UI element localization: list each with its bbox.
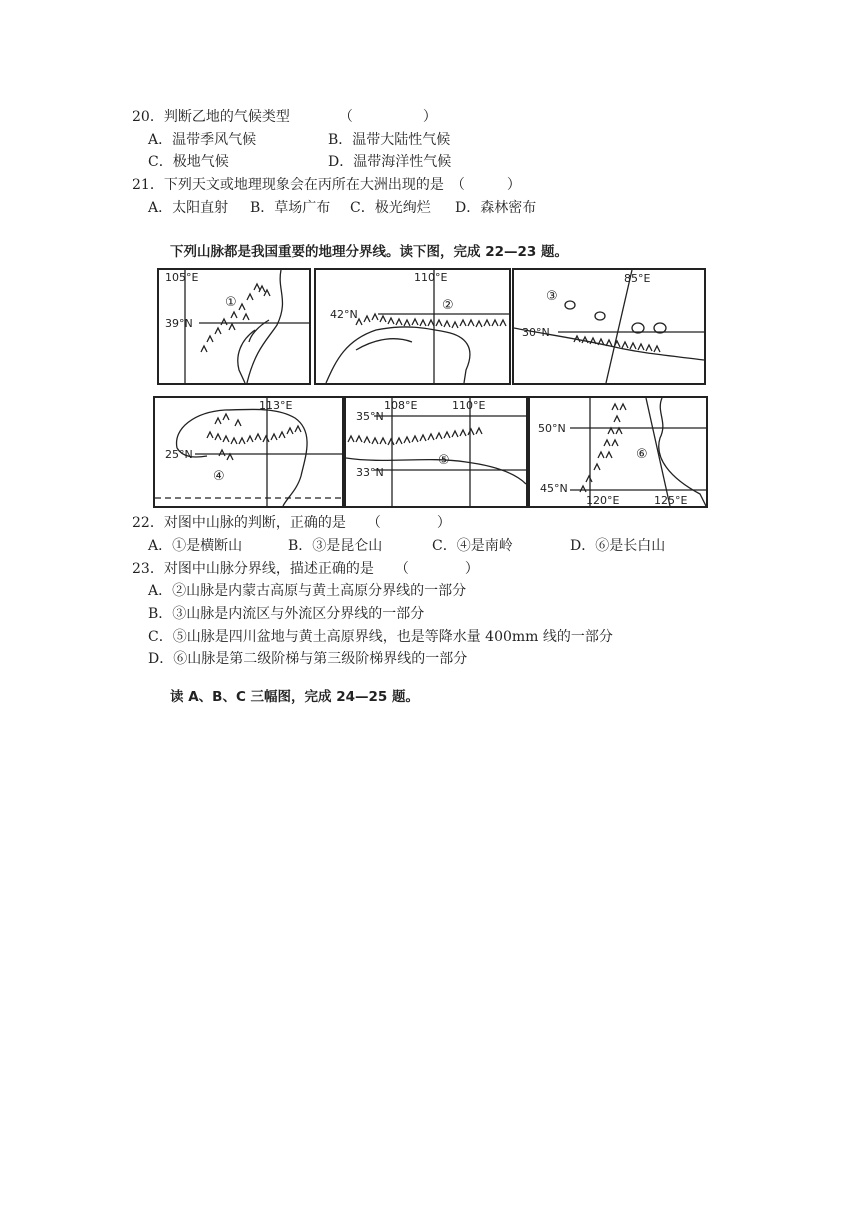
q22-option-c: C．④是南岭 [432, 538, 513, 554]
q23-option-c: C．⑤山脉是四川盆地与黄土高原界线，也是等降水量 400mm 线的一部分 [148, 629, 613, 645]
map-6-lat2-label: 45°N [540, 482, 568, 495]
map-4-drawing [155, 398, 342, 506]
map-2-drawing [316, 270, 509, 383]
q22-option-d: D．⑥是长白山 [570, 538, 666, 554]
q20-option-c: C．极地气候 [148, 154, 229, 170]
map-2-lon-label: 110°E [414, 271, 448, 284]
map-1-number: ① [225, 295, 237, 310]
map-6-lon2-label: 125°E [654, 494, 688, 506]
q21-option-a: A．太阳直射 [148, 200, 229, 216]
map-panel-6 [528, 396, 708, 508]
q22-option-b: B．③是昆仑山 [288, 538, 383, 554]
map-1-drawing [159, 270, 309, 383]
map-6-drawing [530, 398, 706, 506]
map-5-lon2-label: 110°E [452, 399, 486, 412]
question-20-stem: 20．判断乙地的气候类型 （ ） [132, 109, 437, 125]
map-5-number: ⑤ [438, 453, 450, 468]
map-3-lat-label: 30°N [522, 326, 550, 339]
map-panel-3 [512, 268, 706, 385]
map-2-number: ② [442, 298, 454, 313]
mountain-range-2 [356, 314, 506, 328]
map-4-number: ④ [213, 469, 225, 484]
map-2-lat-label: 42°N [330, 308, 358, 321]
mountain-range-3 [574, 336, 660, 352]
mountain-range-6 [580, 404, 626, 492]
question-22-stem: 22．对图中山脉的判断，正确的是 （ ） [132, 515, 451, 531]
q20-option-b: B．温带大陆性气候 [328, 132, 451, 148]
q21-option-c: C．极光绚烂 [350, 200, 431, 216]
intro-22-23: 下列山脉都是我国重要的地理分界线。读下图，完成 22—23 题。 [170, 244, 568, 260]
map-6-lat-label: 50°N [538, 422, 566, 435]
q23-option-d: D．⑥山脉是第二级阶梯与第三级阶梯界线的一部分 [148, 651, 468, 667]
question-23-stem: 23．对图中山脉分界线，描述正确的是 （ ） [132, 561, 479, 577]
map-panel-5 [344, 396, 528, 508]
map-5-drawing [346, 398, 526, 506]
map-5-lat-label: 35°N [356, 410, 384, 423]
intro-24-25: 读 A、B、C 三幅图，完成 24—25 题。 [170, 689, 420, 705]
map-1-lat-label: 39°N [165, 317, 193, 330]
map-5-lat2-label: 33°N [356, 466, 384, 479]
map-6-lon-label: 120°E [586, 494, 620, 506]
map-3-number: ③ [546, 289, 558, 304]
map-1-lon-label: 105°E [165, 271, 199, 284]
mountain-range-5 [348, 428, 482, 445]
q21-option-b: B．草场广布 [250, 200, 331, 216]
map-6-number: ⑥ [636, 447, 648, 462]
map-4-lon-label: 113°E [259, 399, 293, 412]
q23-option-a: A．②山脉是内蒙古高原与黄土高原分界线的一部分 [148, 583, 467, 599]
map-panel-2 [314, 268, 511, 385]
q20-option-a: A．温带季风气候 [148, 132, 257, 148]
mountain-range-4 [207, 414, 301, 460]
map-panel-4 [153, 396, 344, 508]
question-21-stem: 21．下列天文或地理现象会在丙所在大洲出现的是 （ ） [132, 177, 521, 193]
q22-option-a: A．①是横断山 [148, 538, 243, 554]
map-panel-1 [157, 268, 311, 385]
map-3-drawing [514, 270, 704, 383]
q21-option-d: D．森林密布 [455, 200, 537, 216]
q20-option-d: D．温带海洋性气候 [328, 154, 452, 170]
q23-option-b: B．③山脉是内流区与外流区分界线的一部分 [148, 606, 425, 622]
map-3-lon-label: 85°E [624, 272, 651, 285]
map-5-lon-label: 108°E [384, 399, 418, 412]
map-4-lat-label: 25°N [165, 448, 193, 461]
